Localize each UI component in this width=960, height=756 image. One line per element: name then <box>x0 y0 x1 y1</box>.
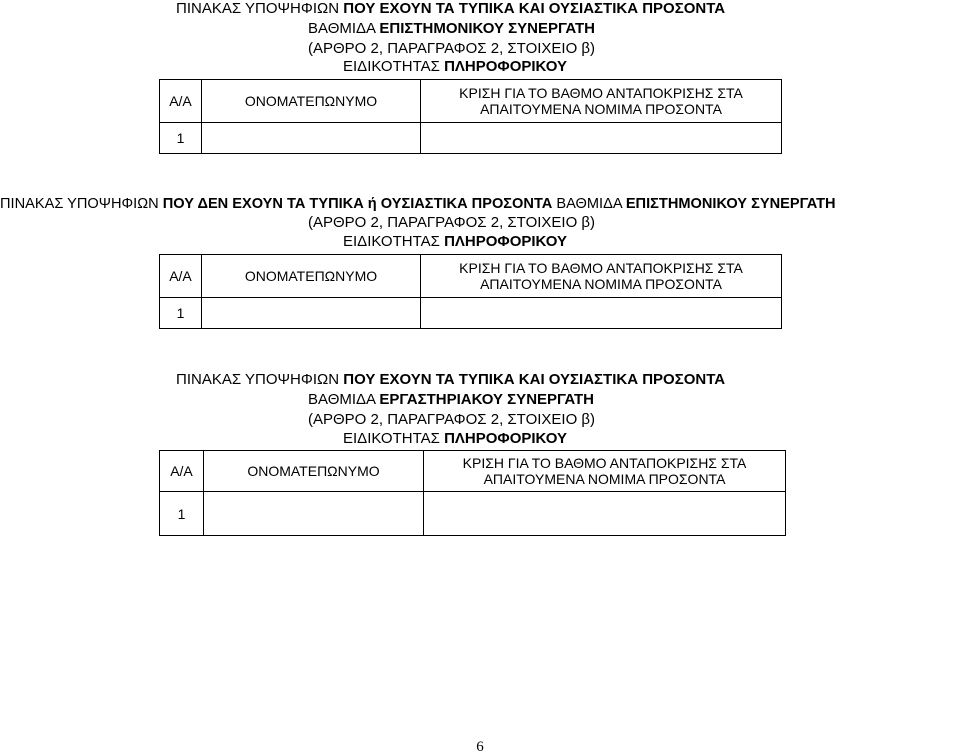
table-row <box>160 492 786 536</box>
table-row <box>160 298 782 329</box>
cell-aa: 1 <box>160 492 204 536</box>
header-name: ΟΝΟΜΑΤΕΠΩΝΥΜΟ <box>202 80 421 123</box>
section-1-title-line-4 <box>343 58 567 76</box>
title-text: ΠΙΝΑΚΑΣ ΥΠΟΨΗΦΙΩΝ <box>0 196 163 212</box>
cell-aa: 1 <box>160 298 202 329</box>
title-text-bold: ΕΠΙΣΤΗΜΟΝΙΚΟΥ ΣΥΝΕΡΓΑΤΗ <box>379 20 595 37</box>
table-header-row <box>160 80 782 123</box>
cell-judgement <box>424 492 786 536</box>
title-text: ΒΑΘΜΙΔΑ <box>308 20 380 37</box>
title-text-bold: ΠΟΥ ΔΕΝ ΕΧΟΥΝ ΤΑ ΤΥΠΙΚΑ ή ΟΥΣΙΑΣΤΙΚΑ ΠΡΟΣΟΝΤΑ <box>162 196 553 212</box>
title-text: (ΑΡΘΡΟ 2, ΠΑΡΑΓΡΑΦΟΣ 2, ΣΤΟΙΧΕΙΟ β) <box>308 411 596 428</box>
header-aa: Α/Α <box>160 255 202 298</box>
title-text: ΕΙΔΙΚΟΤΗΤΑΣ <box>343 430 445 447</box>
title-text: ΒΑΘΜΙΔΑ <box>552 196 626 212</box>
title-text: ΒΑΘΜΙΔΑ <box>308 391 380 408</box>
table-row <box>160 123 782 154</box>
header-aa: Α/Α <box>160 80 202 123</box>
cell-judgement <box>421 123 782 154</box>
table-header-row <box>160 451 786 492</box>
section-2-title-line-2 <box>308 214 595 232</box>
cell-judgement <box>421 298 782 329</box>
title-text: (ΑΡΘΡΟ 2, ΠΑΡΑΓΡΑΦΟΣ 2, ΣΤΟΙΧΕΙΟ β) <box>308 214 596 231</box>
header-aa: Α/Α <box>160 451 204 492</box>
section-1-title-line-2 <box>308 20 595 38</box>
cell-name <box>202 123 421 154</box>
section-3-title-line-1 <box>176 371 725 389</box>
section-3-title-line-4 <box>343 430 567 448</box>
title-text: ΠΙΝΑΚΑΣ ΥΠΟΨΗΦΙΩΝ <box>176 371 344 388</box>
section-1-title-line-1 <box>176 0 725 18</box>
title-text: ΕΙΔΙΚΟΤΗΤΑΣ <box>343 233 445 250</box>
section-3-title-line-2 <box>308 391 594 409</box>
header-name: ΟΝΟΜΑΤΕΠΩΝΥΜΟ <box>204 451 424 492</box>
title-text-bold: ΕΠΙΣΤΗΜΟΝΙΚΟΥ ΣΥΝΕΡΓΑΤΗ <box>625 196 836 212</box>
section-3-title-line-3 <box>308 411 595 429</box>
header-judgement: ΚΡΙΣΗ ΓΙΑ ΤΟ ΒΑΘΜΟ ΑΝΤΑΠΟΚΡΙΣΗΣ ΣΤΑ ΑΠΑΙΤΟΥΜΕΝΑ ΝΟΜΙΜΑ ΠΡΟΣΟΝΤΑ <box>424 451 786 492</box>
section-1-title-line-3 <box>308 40 595 58</box>
section-2-title-line-3 <box>343 233 567 251</box>
cell-name <box>202 298 421 329</box>
title-text-bold: ΠΛΗΡΟΦΟΡΙΚΟΥ <box>444 58 567 75</box>
title-text-bold: ΠΟΥ ΕΧΟΥΝ ΤΑ ΤΥΠΙΚΑ ΚΑΙ ΟΥΣΙΑΣΤΙΚΑ ΠΡΟΣΟΝΤΑ <box>343 371 726 388</box>
title-text: (ΑΡΘΡΟ 2, ΠΑΡΑΓΡΑΦΟΣ 2, ΣΤΟΙΧΕΙΟ β) <box>308 40 596 57</box>
page-number: 6 <box>476 739 484 755</box>
header-name: ΟΝΟΜΑΤΕΠΩΝΥΜΟ <box>202 255 421 298</box>
section-2-title-line-1 <box>0 195 836 213</box>
section-3-table <box>159 450 786 536</box>
cell-name <box>204 492 424 536</box>
header-judgement: ΚΡΙΣΗ ΓΙΑ ΤΟ ΒΑΘΜΟ ΑΝΤΑΠΟΚΡΙΣΗΣ ΣΤΑ ΑΠΑΙΤΟΥΜΕΝΑ ΝΟΜΙΜΑ ΠΡΟΣΟΝΤΑ <box>421 80 782 123</box>
title-text-bold: ΠΟΥ ΕΧΟΥΝ ΤΑ ΤΥΠΙΚΑ ΚΑΙ ΟΥΣΙΑΣΤΙΚΑ ΠΡΟΣΟΝΤΑ <box>343 0 726 17</box>
section-2-table <box>159 254 782 329</box>
title-text: ΕΙΔΙΚΟΤΗΤΑΣ <box>343 58 445 75</box>
title-text-bold: ΕΡΓΑΣΤΗΡΙΑΚΟΥ ΣΥΝΕΡΓΑΤΗ <box>379 391 594 408</box>
section-1-table <box>159 79 782 154</box>
header-judgement: ΚΡΙΣΗ ΓΙΑ ΤΟ ΒΑΘΜΟ ΑΝΤΑΠΟΚΡΙΣΗΣ ΣΤΑ ΑΠΑΙΤΟΥΜΕΝΑ ΝΟΜΙΜΑ ΠΡΟΣΟΝΤΑ <box>421 255 782 298</box>
title-text: ΠΙΝΑΚΑΣ ΥΠΟΨΗΦΙΩΝ <box>176 0 344 17</box>
title-text-bold: ΠΛΗΡΟΦΟΡΙΚΟΥ <box>444 233 567 250</box>
cell-aa: 1 <box>160 123 202 154</box>
table-header-row <box>160 255 782 298</box>
title-text-bold: ΠΛΗΡΟΦΟΡΙΚΟΥ <box>444 430 567 447</box>
